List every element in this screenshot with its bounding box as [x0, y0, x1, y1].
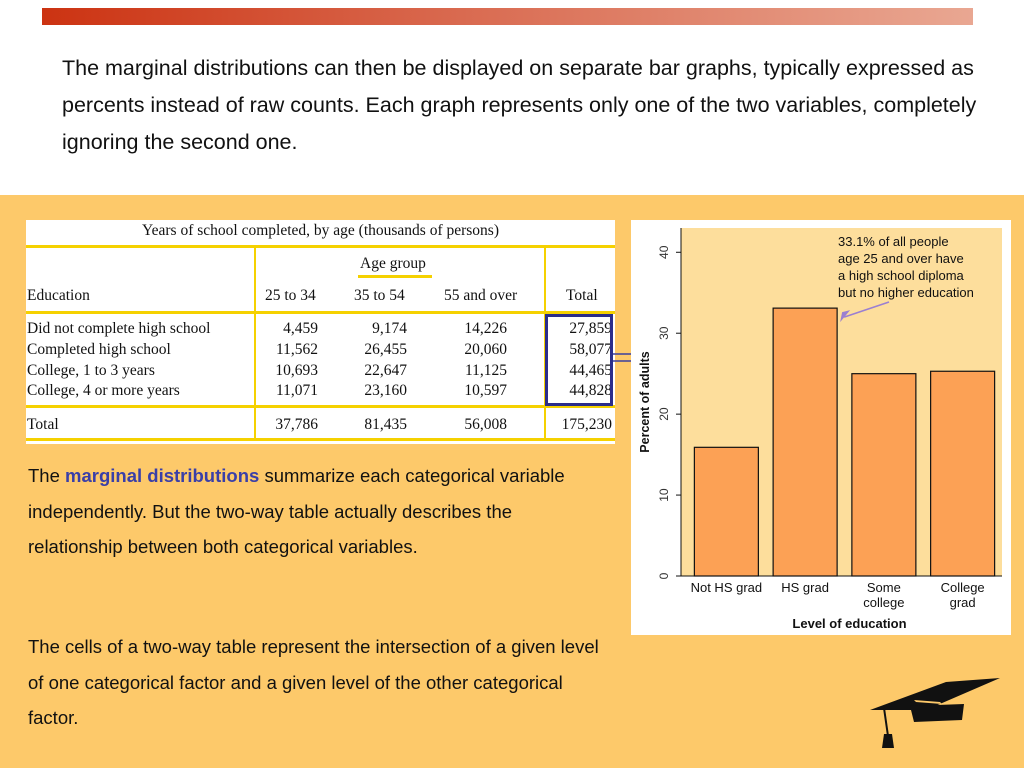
table-cell: 4,459 — [283, 320, 318, 337]
table-cell: 10,597 — [464, 382, 507, 399]
y-tick-label: 20 — [657, 407, 671, 421]
table-cell: 23,160 — [364, 382, 407, 399]
annotation-line: but no higher education — [838, 285, 974, 300]
marginal-paragraph — [28, 458, 608, 565]
chart-annotation — [838, 233, 974, 301]
total-row-label: Total — [27, 416, 59, 433]
table-cell: 44,828 — [569, 382, 612, 399]
intro-text: The marginal distributions can then be displayed on separate bar graphs, typically expressed as percents instead of raw counts. Each graph represents only one of the two variables, completely ignoring the second one. — [62, 56, 977, 154]
table-cell: 26,455 — [364, 341, 407, 358]
marginal-distributions-term: marginal distributions — [65, 465, 260, 486]
column-header-55-over: 55 and over — [444, 287, 518, 304]
table-cell: 11,562 — [275, 341, 318, 358]
annotation-line: age 25 and over have — [838, 251, 964, 266]
total-cell: 81,435 — [364, 416, 407, 433]
table-cell: 27,859 — [569, 320, 612, 337]
x-tick-label: college — [863, 595, 905, 610]
title-accent-bar — [42, 8, 973, 25]
bar — [852, 374, 916, 576]
graduation-cap-icon — [866, 676, 1006, 754]
column-header-education: Education — [27, 287, 90, 304]
table-cell: 11,071 — [275, 382, 318, 399]
paragraph-text: The — [28, 465, 66, 486]
column-header-35-54: 35 to 54 — [354, 287, 405, 304]
row-label: Did not complete high school — [27, 320, 211, 337]
annotation-line: 33.1% of all people — [838, 234, 949, 249]
table-cell: 22,647 — [364, 362, 407, 379]
total-cell: 175,230 — [561, 416, 612, 433]
table-cell: 20,060 — [464, 341, 507, 358]
table-cell: 11,125 — [464, 362, 507, 379]
total-cell: 37,786 — [275, 416, 318, 433]
table-rule-top — [26, 245, 615, 248]
y-tick-label: 30 — [657, 326, 671, 340]
bar — [694, 447, 758, 576]
table-cell: 58,077 — [569, 341, 612, 358]
row-label: Completed high school — [27, 341, 171, 358]
y-tick-label: 0 — [657, 572, 671, 580]
row-label: College, 4 or more years — [27, 382, 180, 399]
bar — [931, 371, 995, 576]
y-axis-label: Percent of adults — [638, 351, 652, 453]
table-cell: 44,465 — [569, 362, 612, 379]
x-axis-label: Level of education — [792, 616, 907, 631]
table-cell: 9,174 — [372, 320, 407, 337]
column-header-25-34: 25 to 34 — [265, 287, 316, 304]
total-cell: 56,008 — [464, 416, 507, 433]
table-rule-header — [26, 311, 615, 314]
annotation-line: a high school diploma — [838, 268, 964, 283]
table-title: Years of school completed, by age (thousands of persons) — [141, 222, 499, 239]
table-cell: 10,693 — [275, 362, 318, 379]
bar — [773, 308, 837, 576]
table-rule-total — [26, 405, 615, 408]
row-label: College, 1 to 3 years — [27, 362, 155, 379]
cells-paragraph: The cells of a two-way table represent the intersection of a given level of one categorical factor and a given level of the other categorical factor. — [28, 636, 599, 728]
x-tick-label: grad — [949, 595, 976, 610]
paragraph-text: summarize each categorical variable independently. But the two-way table actually describes the relationship between both categorical variables. — [28, 465, 565, 557]
x-tick-label: HS grad — [781, 580, 829, 595]
age-group-underline — [358, 275, 432, 278]
y-tick-label: 10 — [657, 488, 671, 502]
x-tick-label: College — [940, 580, 985, 595]
table-rule-bottom — [26, 438, 615, 441]
y-tick-label: 40 — [657, 245, 671, 259]
x-tick-label: Not HS grad — [690, 580, 763, 595]
age-group-header: Age group — [360, 255, 426, 272]
table-cell: 14,226 — [464, 320, 507, 337]
x-tick-label: Some — [866, 580, 901, 595]
column-header-total: Total — [566, 287, 598, 304]
